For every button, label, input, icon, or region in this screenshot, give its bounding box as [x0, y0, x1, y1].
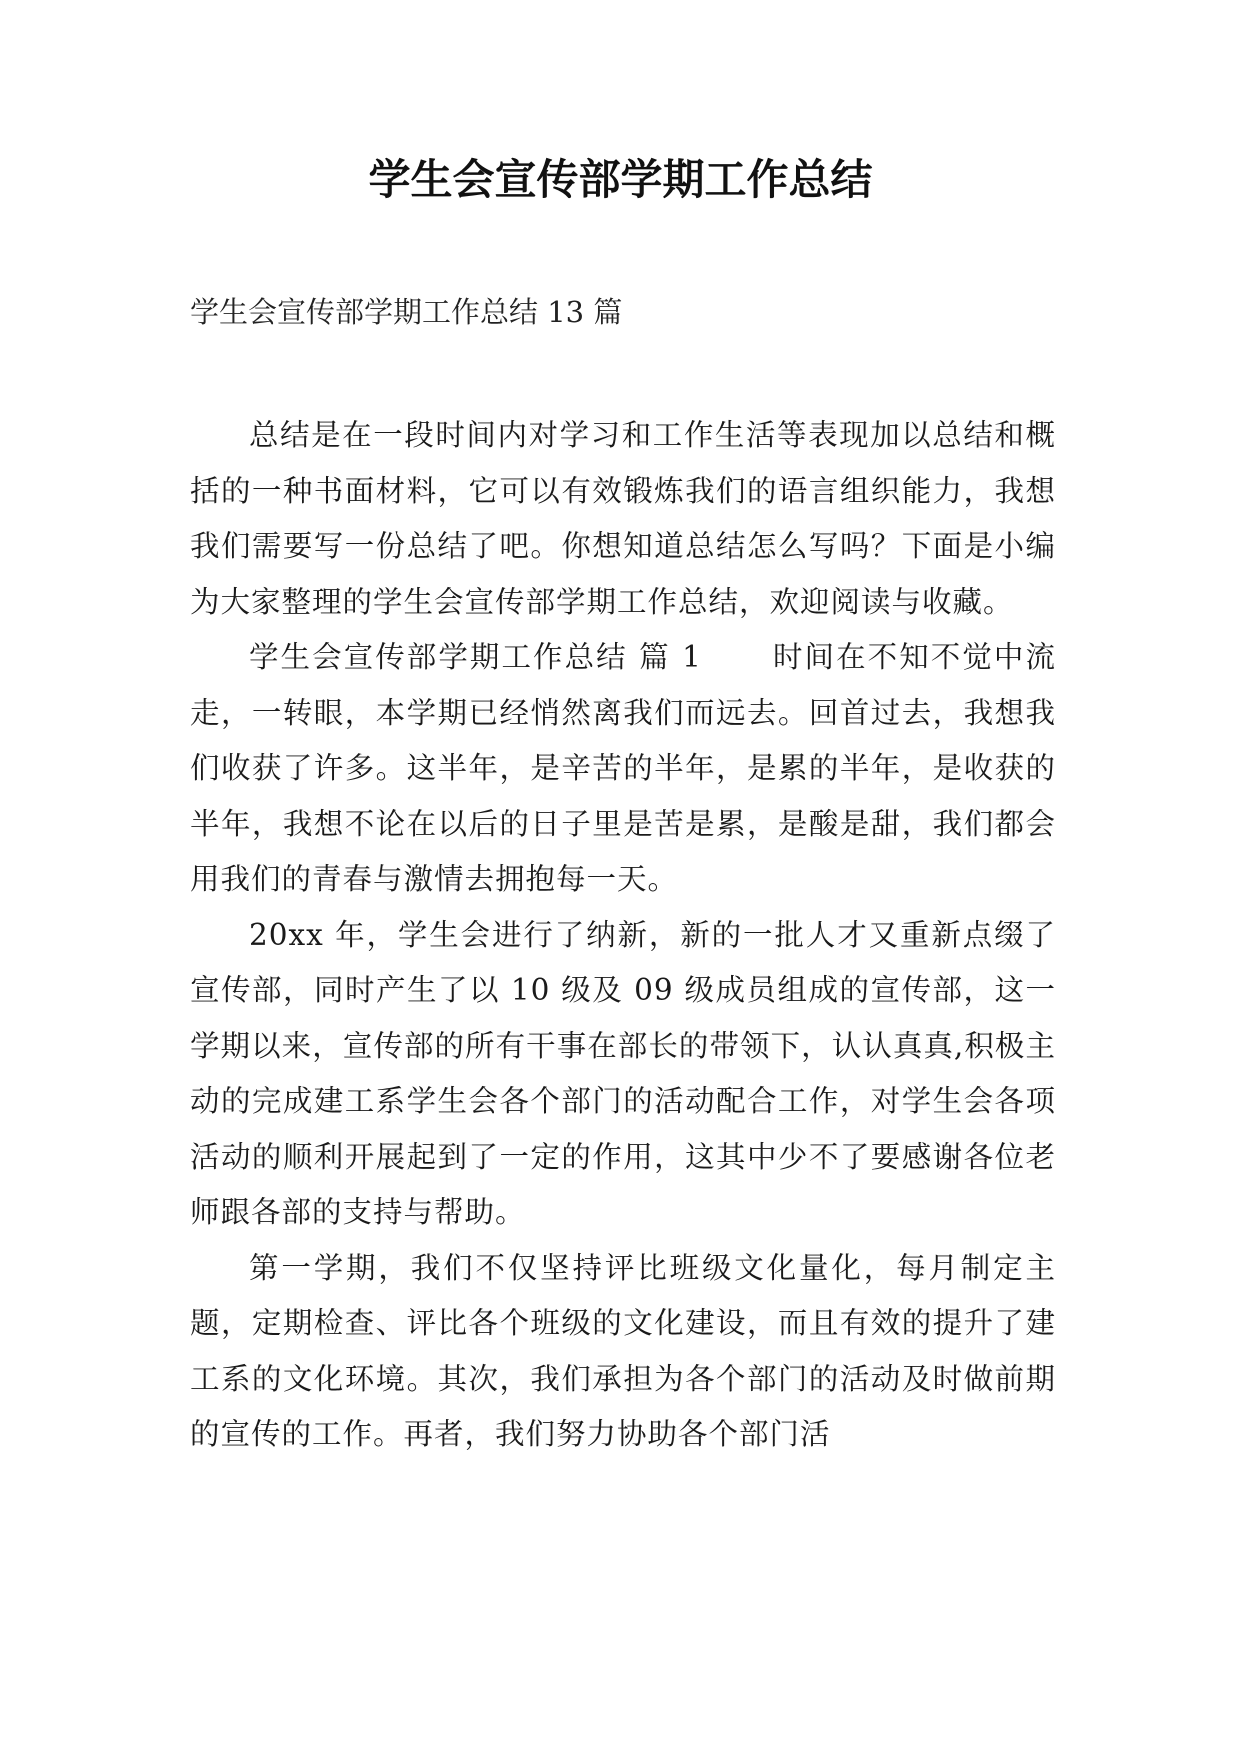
- section-1-lead: 时间在不知不觉: [771, 640, 994, 674]
- body-paragraph: 第一学期，我们不仅坚持评比班级文化量化，每月制定主题，定期检查、评比各个班级的文化建设，而且有效的提升了建工系的文化环境。其次，我们承担为各个部门的活动及时做前期的宣传的工作。再者，我们努力协助各个部门活: [190, 1250, 1056, 1451]
- section-1-paragraph: [190, 630, 1056, 908]
- document-subtitle: 学生会宣传部学期工作总结 13 篇: [190, 295, 623, 329]
- document-body: [190, 408, 1056, 1463]
- intro-paragraph: 总结是在一段时间内对学习和工作生活等表现加以总结和概括的一种书面材料，它可以有效锻炼我们的语言组织能力，我想我们需要写一份总结了吧。你想知道总结怎么写吗？下面是小编为大家整理的学生会宣传部学期工作总结，欢迎阅读与收藏。: [190, 418, 1056, 619]
- section-1-text: 中流走，一转眼，本学期已经悄然离我们而远去。回首过去，我想我们收获了许多。这半年，是辛苦的半年，是累的半年，是收获的半年，我想不论在以后的日子里是苦是累，是酸是甜，我们都会用我们的青春与激情去拥抱每一天。: [190, 640, 1056, 896]
- body-paragraph: 20xx 年，学生会进行了纳新，新的一批人才又重新点缀了宣传部，同时产生了以 10 级及 09 级成员组成的宣传部，这一学期以来，宣传部的所有干事在部长的带领下，认认真真,积极主动的完成建工系学生会各个部门的活动配合工作，对学生会各项活动的顺利开展起到了一定的作用，这其中少不了要感谢各位老师跟各部的支持与帮助。: [190, 917, 1056, 1229]
- document-title: 学生会宣传部学期工作总结: [368, 155, 873, 204]
- section-1-heading: 学生会宣传部学期工作总结 篇 1: [249, 640, 702, 674]
